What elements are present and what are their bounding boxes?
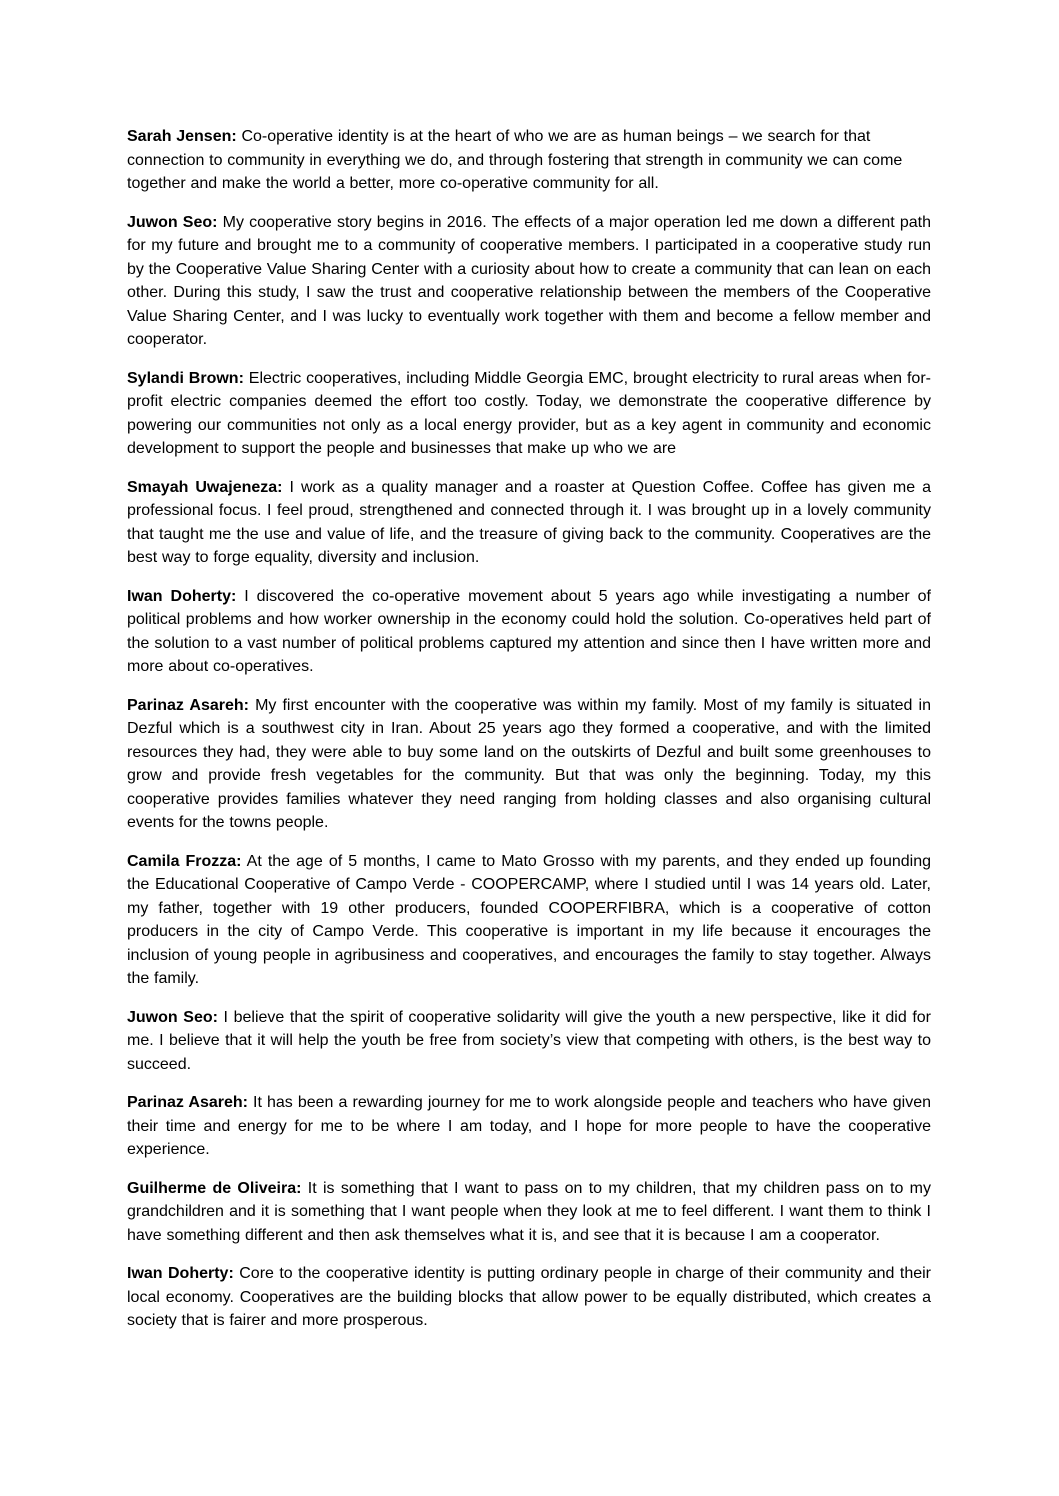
paragraph-text: Electric cooperatives, including Middle Georgia EMC, brought electricity to rural areas when for-profit electric companies deemed the effort too costly. Today, we demonstrate the cooperative difference by powering our communities not only as a local energy provider, but as a key agent in community and economic development to support the people and businesses that make up who we are [127, 369, 931, 457]
paragraph-text: I believe that the spirit of cooperative solidarity will give the youth a new perspective, like it did for me. I believe that it will help the youth be free from society’s view that competing with others, is the best way to succeed. [127, 1008, 931, 1073]
paragraph-text: Core to the cooperative identity is putting ordinary people in charge of their community and their local economy. Cooperatives are the building blocks that allow power to be equally distributed, which creates a society that is fairer and more prosperous. [127, 1265, 932, 1329]
paragraph [127, 850, 931, 991]
speaker-name: Smayah Uwajeneza: [127, 478, 283, 496]
paragraph-text: My cooperative story begins in 2016. The effects of a major operation led me down a different path for my future and brought me to a community of cooperative members. I participated in a cooperative study run by the Cooperative Value Sharing Center with a curiosity about how to create a community that can lean on each other. During this study, I saw the trust and cooperative relationship between the members of the Cooperative Value Sharing Center, and I was lucky to eventually work together with them and become a fellow member and cooperator. [127, 213, 931, 348]
speaker-name: Guilherme de Oliveira: [127, 1179, 302, 1197]
paragraph-text: I discovered the co-operative movement about 5 years ago while investigating a number of political problems and how worker ownership in the economy could hold the solution. Co-operatives held part of the solution to a vast number of political problems captured my attention and since then I have written more and more about co-operatives. [127, 587, 931, 675]
speaker-name: Sarah Jensen: [127, 128, 237, 145]
paragraph [127, 211, 931, 352]
speaker-name: Iwan Doherty: [127, 587, 237, 605]
paragraph [127, 1262, 931, 1333]
paragraph [127, 367, 931, 461]
paragraph-text: Co-operative identity is at the heart of who we are as human beings – we search for that connection to community in everything we do, and through fostering that strength in community we can come together and make the world a better, more co-operative community for all. [127, 128, 903, 192]
paragraph-text: At the age of 5 months, I came to Mato Grosso with my parents, and they ended up founding the Educational Cooperative of Campo Verde - COOPERCAMP, where I studied until I was 14 years old. Later, my father, together with 19 other producers, founded COOPERFIBRA, which is a cooperative of cotton producers in the city of Campo Verde. This cooperative is important in my life because it encourages the inclusion of young people in agribusiness and cooperatives, and encourages the family to stay together. Always the family. [127, 852, 931, 987]
speaker-name: Juwon Seo: [127, 1008, 218, 1026]
paragraph-text: My first encounter with the cooperative was within my family. Most of my family is situated in Dezful which is a southwest city in Iran. About 25 years ago they formed a cooperative, and with the limited resources they had, they were able to buy some land on the outskirts of Dezful and built some greenhouses to grow and provide fresh vegetables for the community. But that was only the beginning. Today, my this cooperative provides families whatever they need ranging from holding classes and also organising cultural events for the towns people. [127, 696, 931, 831]
speaker-name: Juwon Seo: [127, 213, 218, 231]
paragraph [127, 476, 931, 570]
paragraph [127, 1177, 931, 1248]
speaker-name: Sylandi Brown: [127, 369, 244, 387]
paragraph [127, 1006, 931, 1077]
speaker-name: Iwan Doherty: [127, 1265, 234, 1282]
speaker-name: Parinaz Asareh: [127, 696, 249, 714]
paragraph-text: It is something that I want to pass on to my children, that my children pass on to my grandchildren and it is something that I want people when they look at me to feel different. I want them to think I have something different and then ask themselves what it is, and see that it is because I am a cooperator. [127, 1179, 931, 1244]
paragraph [127, 1091, 931, 1162]
paragraph [127, 585, 931, 679]
speaker-name: Camila Frozza: [127, 852, 242, 870]
paragraph-text: I work as a quality manager and a roaster at Question Coffee. Coffee has given me a professional focus. I feel proud, strengthened and connected through it. I was brought up in a lovely community that taught me the use and value of life, and the treasure of giving back to the community. Cooperatives are the best way to forge equality, diversity and inclusion. [127, 478, 931, 566]
speaker-name: Parinaz Asareh: [127, 1094, 248, 1111]
paragraph [127, 694, 931, 835]
paragraph-text: It has been a rewarding journey for me to work alongside people and teachers who have given their time and energy for me to be where I am today, and I hope for more people to have the cooperative experience. [127, 1094, 931, 1158]
paragraph [127, 125, 931, 196]
